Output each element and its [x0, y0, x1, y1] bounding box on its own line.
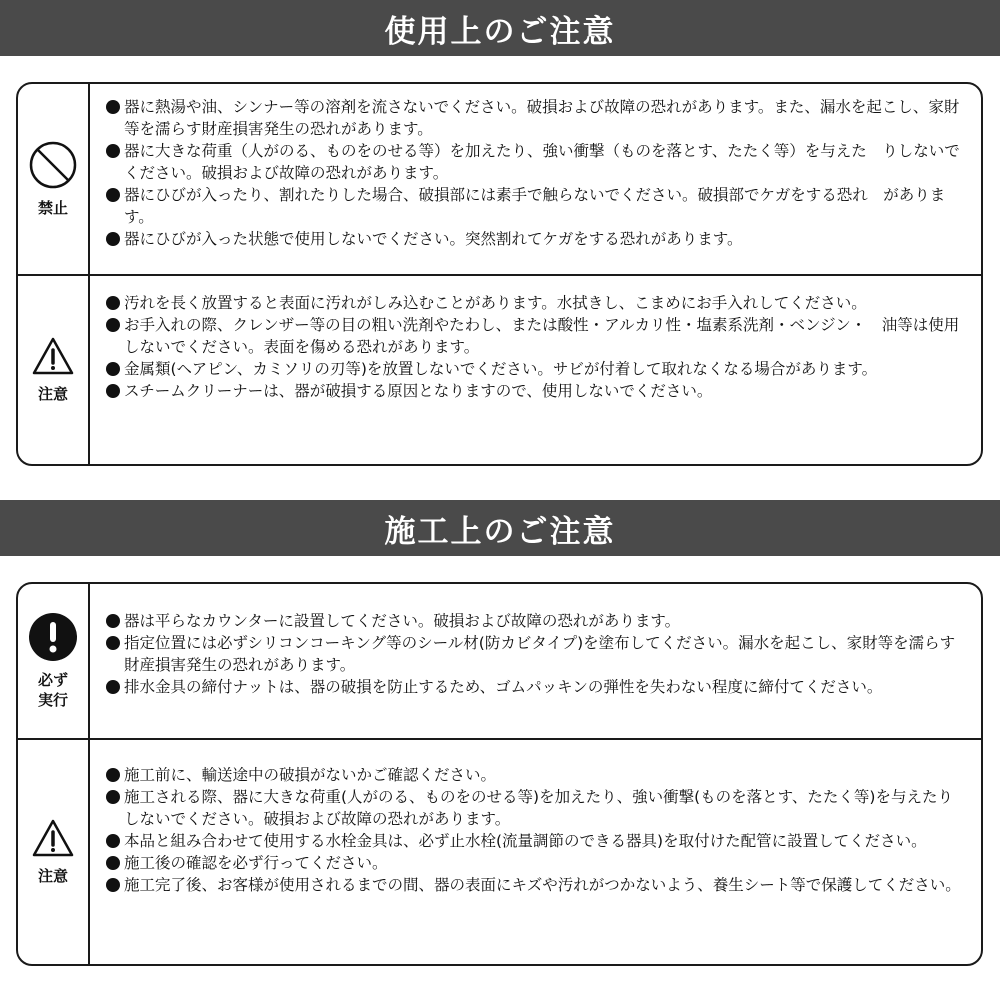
list-item: 排水金具の締付ナットは、器の破損を防止するため、ゴムパッキンの弾性を失わない程度に締付てください。	[104, 676, 961, 698]
mandatory-label	[38, 670, 68, 710]
mandatory-label-line1: 必ず	[37, 671, 68, 689]
install-caution-icon-cell	[18, 740, 90, 964]
list-item: 施工後の確認を必ず行ってください。	[104, 852, 961, 874]
list-item: 施工前に、輸送途中の破損がないかご確認ください。	[104, 764, 961, 786]
mandatory-icon	[28, 612, 78, 662]
usage-caution-icon-cell	[18, 276, 90, 464]
mandatory-row	[18, 584, 981, 738]
usage-caution-list	[104, 292, 961, 402]
install-section-title: 施工上のご注意	[0, 500, 1000, 556]
list-item: 器にひびが入った状態で使用しないでください。突然割れてケガをする恐れがあります。	[104, 228, 961, 250]
list-item: 汚れを長く放置すると表面に汚れがしみ込むことがあります。水拭きし、こまめにお手入れしてください。	[104, 292, 961, 314]
list-item: 金属類(ヘアピン、カミソリの刃等)を放置しないでください。サビが付着して取れなくなる場合があります。	[104, 358, 961, 380]
usage-notice-box	[16, 82, 983, 466]
install-caution-row	[18, 738, 981, 964]
prohibited-list	[104, 96, 961, 250]
list-item: 指定位置には必ずシリコンコーキング等のシール材(防カビタイプ)を塗布してください。漏水を起こし、家財等を濡らす財産損害発生の恐れがあります。	[104, 632, 961, 676]
warning-icon	[31, 336, 75, 376]
list-item: スチームクリーナーは、器が破損する原因となりますので、使用しないでください。	[104, 380, 961, 402]
list-item: 器は平らなカウンターに設置してください。破損および故障の恐れがあります。	[104, 610, 961, 632]
list-item: 器に大きな荷重（人がのる、ものをのせる等）を加えたり、強い衝撃（ものを落とす、たたく等）を与えた りしないでください。破損および故障の恐れがあります。	[104, 140, 961, 184]
mandatory-icon-cell	[18, 584, 90, 738]
list-item: 施工される際、器に大きな荷重(人がのる、ものをのせる等)を加えたり、強い衝撃(ものを落とす、たたく等)を与えたりしないでください。破損および故障の恐れがあります。	[104, 786, 961, 830]
usage-section-title: 使用上のご注意	[0, 0, 1000, 56]
list-item: 器に熱湯や油、シンナー等の溶剤を流さないでください。破損および故障の恐れがあります。また、漏水を起こし、家財等を濡らす財産損害発生の恐れがあります。	[104, 96, 961, 140]
mandatory-list	[104, 610, 961, 698]
prohibited-label: 禁止	[37, 199, 68, 217]
usage-caution-label: 注意	[37, 385, 68, 403]
list-item: 施工完了後、お客様が使用されるまでの間、器の表面にキズや汚れがつかないよう、養生シート等で保護してください。	[104, 874, 961, 896]
prohibited-icon	[28, 140, 78, 190]
prohibited-icon-cell	[18, 84, 90, 274]
prohibited-row	[18, 84, 981, 274]
list-item: 器にひびが入ったり、割れたりした場合、破損部には素手で触らないでください。破損部でケガをする恐れ があります。	[104, 184, 961, 228]
usage-caution-row	[18, 274, 981, 464]
warning-icon	[31, 818, 75, 858]
list-item: 本品と組み合わせて使用する水栓金具は、必ず止水栓(流量調節のできる器具)を取付けた配管に設置してください。	[104, 830, 961, 852]
install-notice-box	[16, 582, 983, 966]
list-item: お手入れの際、クレンザー等の目の粗い洗剤やたわし、または酸性・アルカリ性・塩素系洗剤・ベンジン・ 油等は使用しないでください。表面を傷める恐れがあります。	[104, 314, 961, 358]
mandatory-label-line2: 実行	[37, 691, 68, 709]
install-caution-label: 注意	[37, 867, 68, 885]
install-caution-list	[104, 764, 961, 896]
